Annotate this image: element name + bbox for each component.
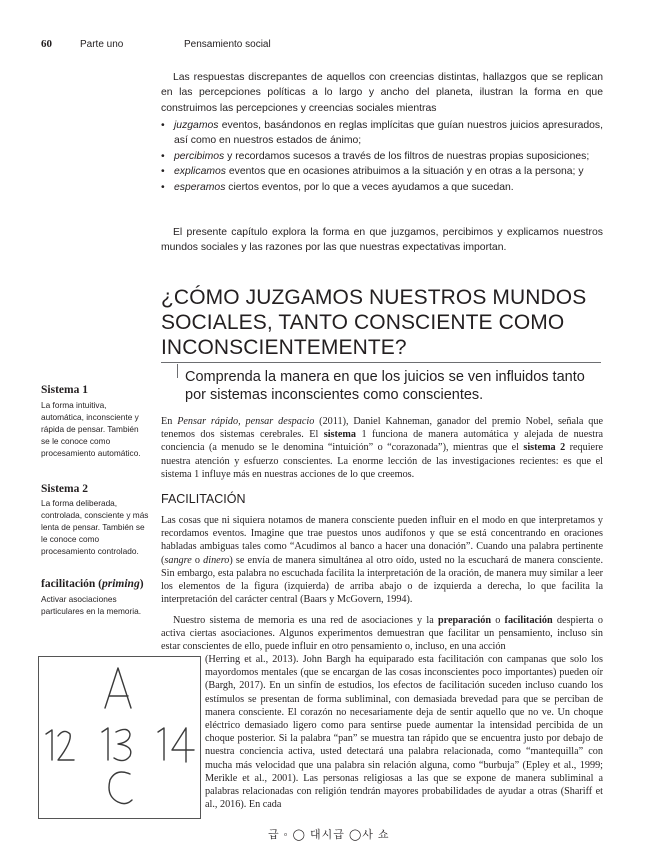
book-title: Pensar rápido, pensar despacio [177, 416, 315, 427]
subsection-heading: FACILITACIÓN [161, 492, 246, 506]
page-number: 60 [41, 38, 52, 50]
section-heading: ¿CÓMO JUZGAMOS NUESTROS MUNDOS SOCIALES, TANTO CONSCIENTE COMO INCONSCIENTEMENTE? [161, 286, 587, 359]
closing-paragraph: El presente capítulo explora la forma en que juzgamos, percibimos y explicamos nuestros mundos sociales y las razones por las que nuestras expectativas importan. [161, 227, 603, 254]
text-run: requiere nuestra atención y esfuerzo conscientes. La enorme lección de las investigaciones recientes: es que el sistema 1 influye más en nuestras acciones de lo que creemos. [161, 442, 603, 480]
text-run: Nuestro sistema de memoria es una red de asociaciones y la [173, 615, 438, 626]
glossary-term-facilitacion [41, 578, 144, 590]
bullet-verb: explicamos [174, 166, 226, 178]
term-end: ) [139, 578, 144, 590]
text-run: 1 funciona de manera automática y alejada de nuestra conciencia (a menudo se le denomina “intuición” o “corazonada”), mientras que el [161, 429, 603, 454]
heading-divider [161, 362, 601, 363]
text-run: (2011), Daniel Kahneman, ganador del premio Nobel, señala que tenemos dos sistemas cerebrales. El [161, 416, 603, 441]
learning-objective: Comprenda la manera en que los juicios se ven influidos tanto por sistemas inconscientes como conscientes. [185, 369, 585, 403]
glossary-definition-sistema-1: La forma intuitiva, automática, inconsciente y rápida de pensar. También se le conoce como procesamiento automático. [41, 400, 141, 458]
bullet-verb: juzgamos [174, 120, 219, 131]
priming-figure [38, 656, 201, 819]
glossary-definition-facilitacion: Activar asociaciones particulares en la memoria. [41, 594, 142, 616]
glossary-term-sistema-1: Sistema 1 [41, 384, 88, 396]
bullet-text: y recordamos sucesos a través de los filtros de nuestras propias suposiciones; [224, 150, 590, 162]
bullet-verb: percibimos [174, 150, 225, 162]
part-label: Parte uno [80, 39, 124, 50]
list-item [161, 149, 603, 164]
body-paragraph-2 [161, 514, 603, 606]
list-item [161, 164, 603, 179]
intro-paragraph: Las respuestas discrepantes de aquellos con creencias distintas, hallazgos que se replican en las percepciones políticas a lo largo y ancho del planeta, ilustran la forma en que construimos las percepciones y creencias sociales mientras [161, 72, 603, 114]
term-italic: priming [102, 578, 140, 590]
bullet-text: eventos, basándonos en reglas implícitas que guían nuestros juicios apresurados, así como en nuestros estados de ánimo; [174, 120, 603, 147]
bullet-text: eventos que en ocasiones atribuimos a la situación y en otras a la persona; y [225, 166, 584, 178]
bullet-list [161, 118, 603, 195]
glossary-definition-sistema-2: La forma deliberada, controlada, consciente y más lenta de pensar. También se le conoce como procesamiento controlado. [41, 498, 149, 556]
list-item [161, 118, 603, 149]
glossary-term-sistema-2: Sistema 2 [41, 483, 88, 495]
body-paragraph-3-continued: (Herring et al., 2013). John Bargh ha equiparado esta facilitación con campanas que solo los mayordomos mentales (que se encargan de las cosas inconscientes poco importantes) pueden oír (Bargh, 2017). En un sinfín de estudios, los efectos de facilitación suceden incluso cuando los estímulos se presentan de forma subliminal, con demasiada brevedad para que se perciban de manera consciente. El corazón no necesariamente deja de sentir aquello que no ve. Un choque eléctrico demasiado ligero como para sentirse puede aumentar la intensidad percibida de un choque posterior. Si la palabra “pan” se muestra tan rápido que se encuentra justo por debajo de nuestra conciencia activa, usted detectará una palabra relacionada, como “mantequilla” con mucha más velocidad que una palabra sin relación alguna, como “burbuja” (Epley et al., 1999; Merikle et al., 2001). Las personas religiosas a las que se expone de manera subliminal a palabras relacionadas con religión tendrán mayores probabilidades de ayudar a otras (Shariff et al., 2016). En cada [205, 654, 603, 811]
text-run: ) se envía de manera simultánea al otro oído, usted no la escuchará de manera consciente. Sin embargo, esta palabra no escuchada facilita la interpretación de la oración, de manera muy similar a leer los elementos de la figura (izquierda) de arriba abajo o de izquierda a derecha, lo que facilita la interpretación del carácter central (Baars y McGovern, 1994). [161, 554, 603, 606]
term-main: facilitación ( [41, 578, 102, 590]
text-run: o [191, 554, 204, 566]
body-paragraph-1 [161, 415, 603, 481]
text-run: Las cosas que ni siquiera notamos de manera consciente pueden influir en el modo en que interpretamos y recordamos eventos. Imagine que trae puestos unos audífonos y que se está concentrando en oraciones habladas ambiguas tales como “Acudimos al banco a hacer una donación”. Cuando una palabra pertinente ( [161, 515, 603, 566]
bullet-text: ciertos eventos, por lo que a veces ayudamos a que sucedan. [225, 181, 514, 193]
italic-word: sangre [164, 554, 192, 566]
key-term: preparación [437, 615, 491, 626]
bullet-verb: esperamos [174, 181, 226, 193]
italic-word: dinero [203, 554, 230, 566]
text-run: despierta o activa ciertas asociaciones. Algunos experimentos demuestran que facilitar un pensamiento, incluso sin estar conscientes de ello, puede influir en otro pensamiento o, incluso, en una acción [161, 615, 603, 653]
list-item [161, 180, 603, 195]
chapter-label: Pensamiento social [184, 39, 271, 50]
key-term: sistema 2 [523, 442, 566, 454]
key-term: sistema [323, 429, 356, 441]
footer-stamp: 급 ◦ ◯ 대시급 ◯사 쇼 [268, 829, 390, 841]
key-term: facilitación [504, 615, 553, 626]
body-paragraph-3 [161, 614, 603, 654]
text-run: En [161, 416, 178, 427]
text-run: o [490, 615, 505, 626]
